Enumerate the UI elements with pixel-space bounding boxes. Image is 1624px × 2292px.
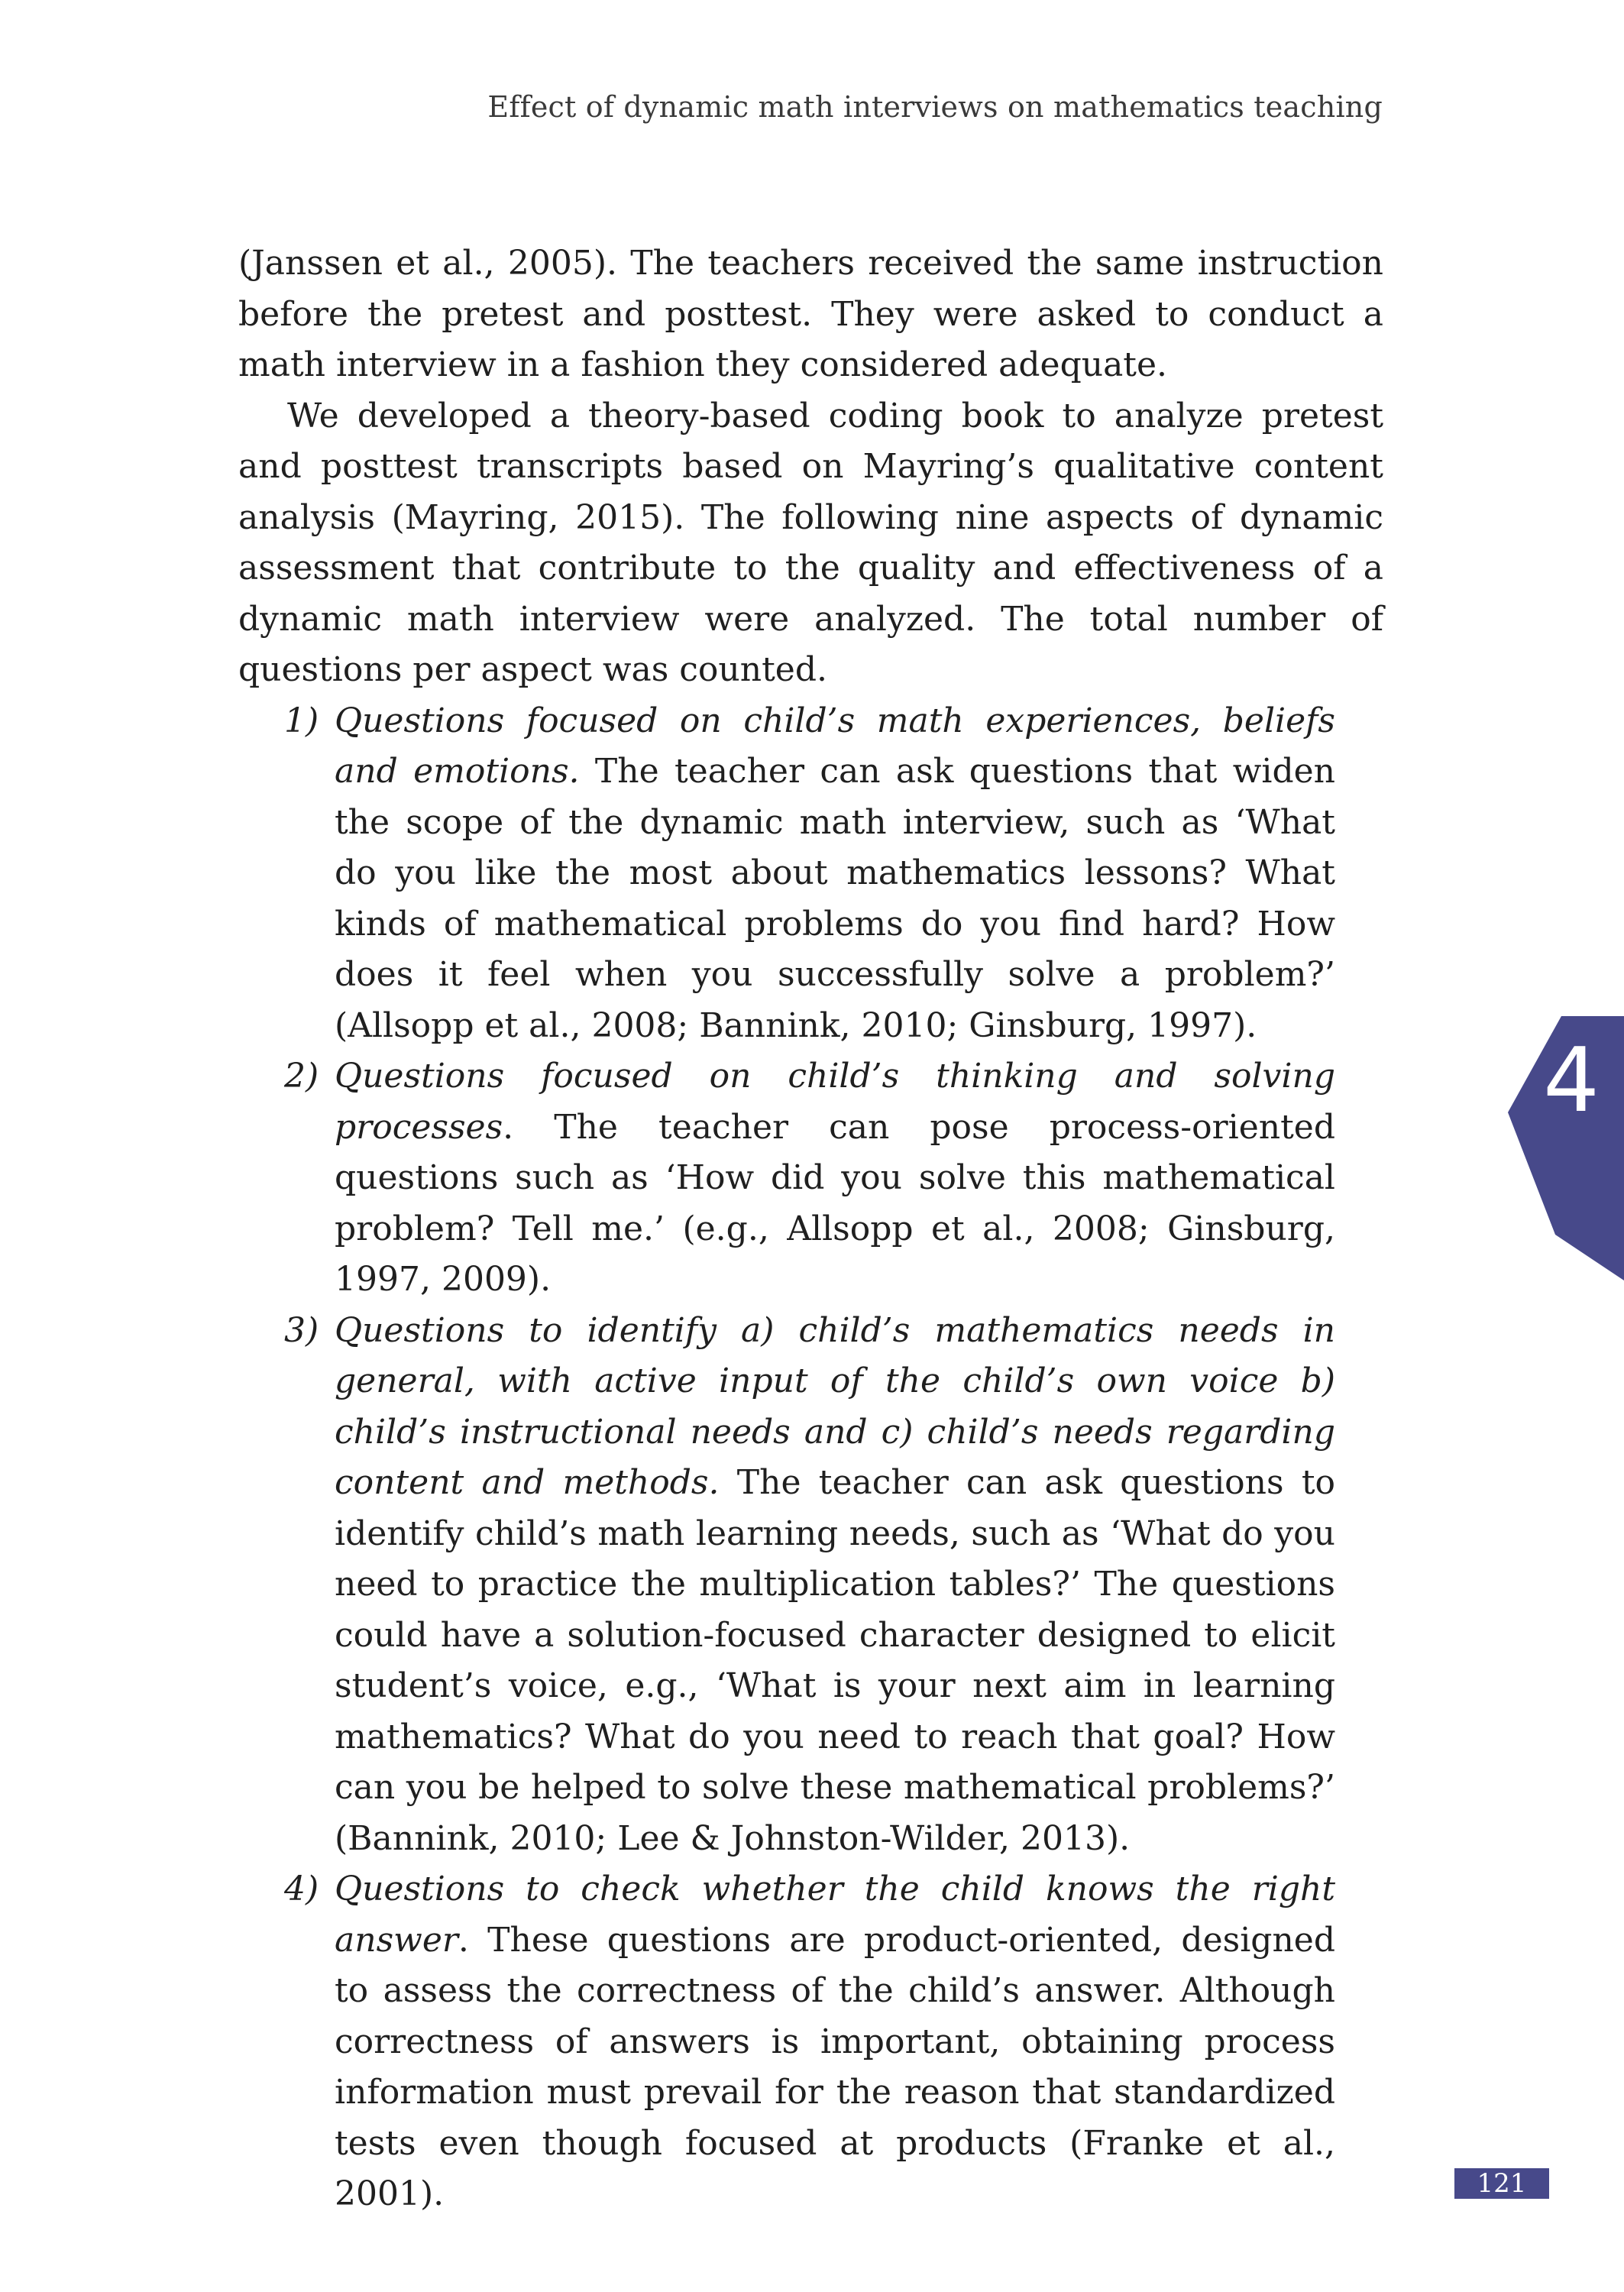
list-item-heading: Questions to identify a) child’s mathematics needs in general, with active input of the child’s own voice b) child’s instructional needs and c) child’s needs regarding content and methods. [335, 1310, 1335, 1502]
paragraph-continuation: (Janssen et al., 2005). The teachers received the same instruction before the pretest and posttest. They were asked to conduct a math interview in a fashion they considered adequate. [238, 244, 1383, 384]
page-number: 121 [1454, 2168, 1549, 2199]
list-item-text: The teacher can ask questions to identify child’s math learning needs, such as ‘What do you need to practice the multiplication tables?’ The questions could have a solution-focused character designed to elicit student’s voice, e.g., ‘What is your next aim in learning mathematics? What do you need to reach that goal? How can you be helped to solve these mathematical problems?’ (Bannink, 2010; Lee & Johnston-Wilder, 2013). [335, 1463, 1335, 1858]
list-item-heading: Questions to check whether the child knows the right answer [335, 1870, 1335, 1960]
chapter-number: 4 [1543, 1029, 1600, 1132]
list-item-number: 1) [284, 701, 319, 740]
list-item [238, 1864, 1335, 2220]
list-item-number: 2) [284, 1057, 319, 1096]
list-item-text: The teacher can ask questions that widen the scope of the dynamic math interview, such as ‘What do you like the most about mathematics lessons? What kinds of mathematical problems do you find hard? How does it feel when you successfully solve a problem?’ (Allsopp et al., 2008; Bannink, 2010; Ginsburg, 1997). [335, 752, 1335, 1045]
aspect-list [238, 696, 1335, 2220]
body-text [238, 238, 1383, 2220]
list-item [238, 1051, 1335, 1306]
list-item-number: 3) [284, 1310, 319, 1350]
list-item-heading: Questions focused on child’s thinking and solving processes [335, 1057, 1335, 1147]
list-item-text: . These questions are product-oriented, designed to assess the correctness of the child’s answer. Although correctness of answers is important, obtaining process information must prevail for the reason that standardized tests even though focused at products (Franke et al., 2001). [335, 1920, 1335, 2213]
list-item [238, 696, 1335, 1052]
running-head: Effect of dynamic math interviews on mathematics teaching [487, 90, 1383, 124]
list-item-heading: Questions focused on child’s math experiences, beliefs and emotions. [335, 701, 1335, 791]
list-item-text: . The teacher can pose process-oriented questions such as ‘How did you solve this mathematical problem? Tell me.’ (e.g., Allsopp et al., 2008; Ginsburg, 1997, 2009). [335, 1107, 1335, 1299]
list-item-number: 4) [284, 1870, 319, 1908]
paragraph-method: We developed a theory-based coding book to analyze pretest and posttest transcripts based on Mayring’s qualitative content analysis (Mayring, 2015). The following nine aspects of dynamic assessment that contribute to the quality and effectiveness of a dynamic math interview were analyzed. The total number of questions per aspect was counted. [238, 396, 1383, 689]
list-item [238, 1306, 1335, 1865]
